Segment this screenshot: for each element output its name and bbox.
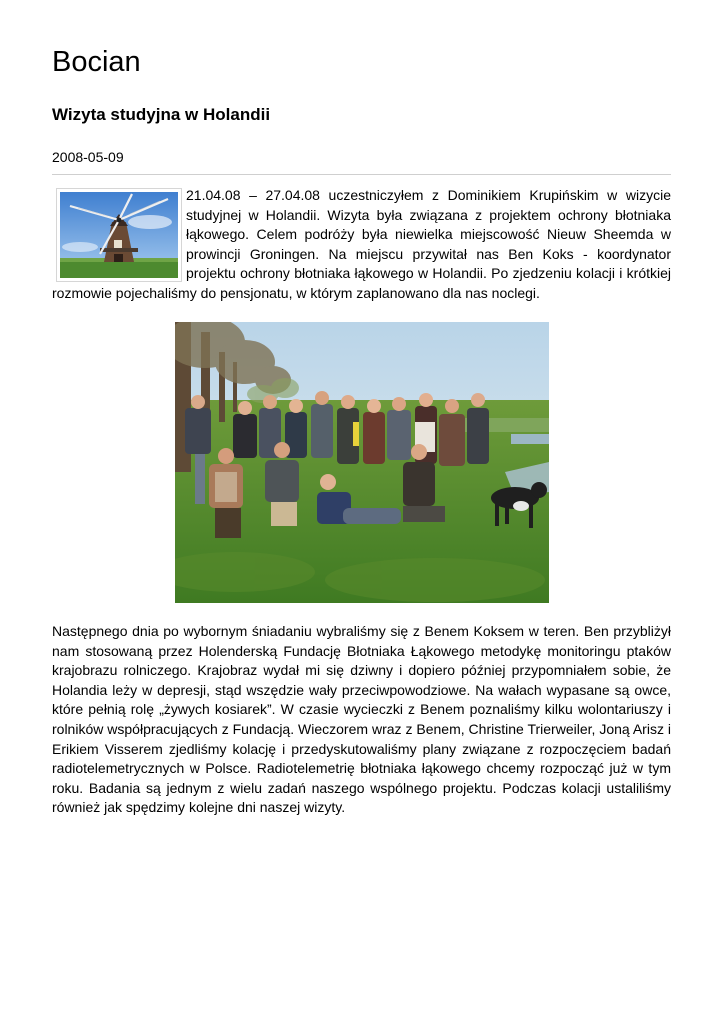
post-title: Wizyta studyjna w Holandii xyxy=(52,105,271,124)
site-title: Bocian xyxy=(52,46,141,78)
group-photo[interactable] xyxy=(175,322,549,603)
group-photo-icon xyxy=(175,322,549,603)
post-date: 2008-05-09 xyxy=(52,149,124,165)
title-divider xyxy=(52,174,671,175)
article-paragraph-1-text: 21.04.08 – 27.04.08 uczestniczyłem z Dominikiem Krupińskim w wizycie studyjnej w Holandii. Wizyta była związana z projektem ochrony błotniaka łąkowego. Celem podróży była niewielka miejscowość Nieuw Sheemda w prowincji Groningen. Na miejscu przywitał nas Ben Koks - koordynator projektu ochrony błotniaka łąkowego w Holandii. Po zjedzeniu kolacji i krótkiej rozmowie pojechaliśmy do pensjonatu, w którym zaplanowano dla nas noclegi. xyxy=(52,187,671,301)
windmill-photo-icon xyxy=(60,192,178,278)
article-paragraph-2: Następnego dnia po wybornym śniadaniu wybraliśmy się z Benem Koksem w teren. Ben przybliżył nam stosowaną przez Holenderską Fundację Błotniaka Łąkowego metodykę monitoringu ptaków krajobrazu rolniczego. Krajobraz wydał mi się dziwny i dopiero później przypomniałem sobie, że Holandia leży w depresji, stąd wszędzie wały przeciwpowodziowe. Na wałach wypasane są owce, które pełnią rolę „żywych kosiarek”. W czasie wycieczki z Benem poznaliśmy kilku wolontariuszy i rolników współpracujących z Fundacją. Wieczorem wraz z Benem, Christine Trierweiler, Joną Arisz i Erikiem Visserem zjedliśmy kolację i przedyskutowaliśmy plany związane z rozpoczęciem badań radiotelemetrycznych w Polsce. Radiotelemetrię błotniaka łąkowego chcemy rozpocząć już w tym roku. Badania są jednym z wielu zadań naszego wspólnego projektu. Podczas kolacji ustaliliśmy również jak spędzimy kolejne dni naszej wizyty. xyxy=(52,623,671,816)
windmill-thumbnail[interactable] xyxy=(56,188,182,282)
